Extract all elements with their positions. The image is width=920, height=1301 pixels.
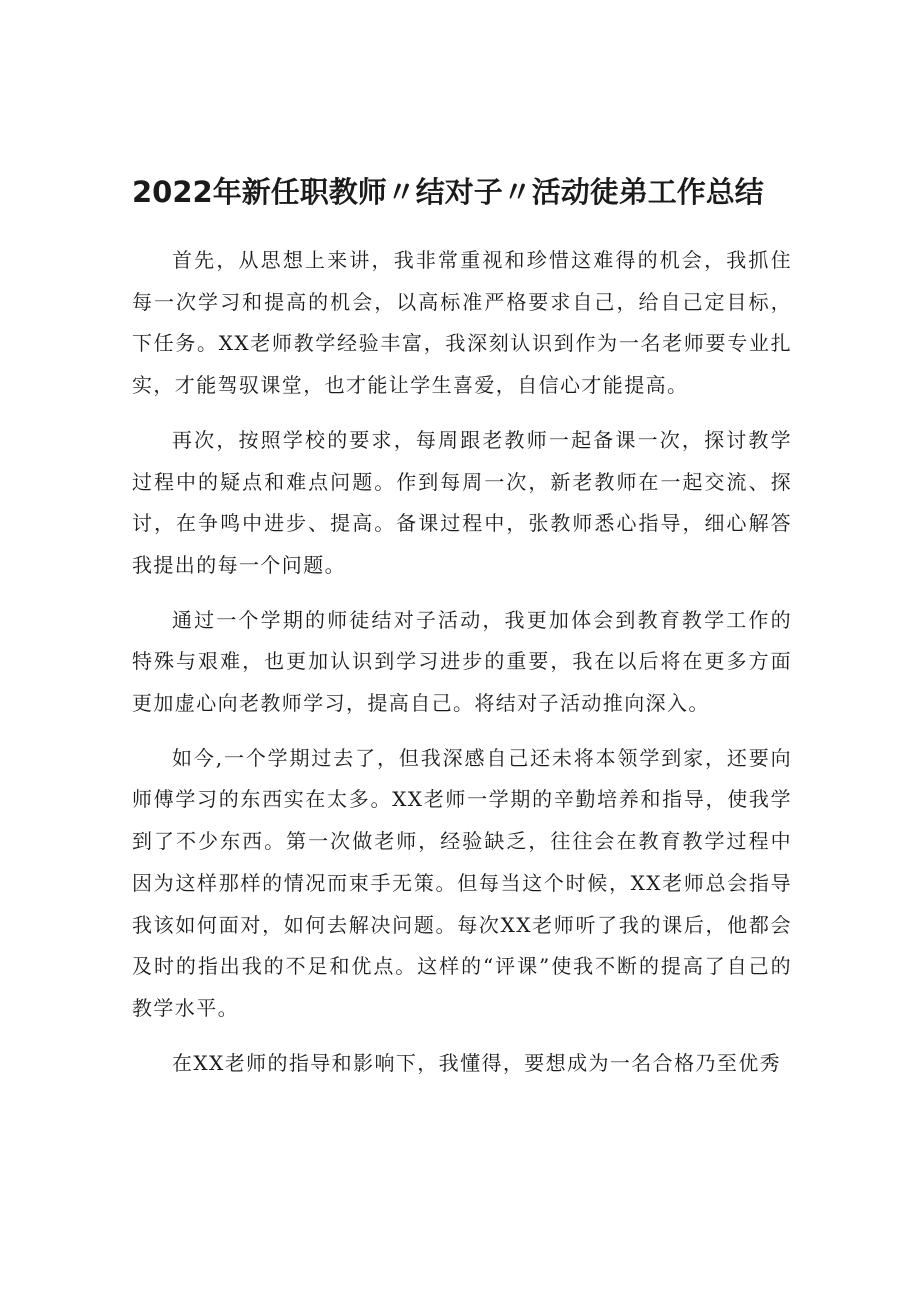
paragraph-4: 如今,一个学期过去了，但我深感自己还未将本领学到家，还要向师傅学习的东西实在太多。XX老师一学期的辛勤培养和指导，使我学到了不少东西。第一次做老师，经验缺乏，往往会在教育教学过程中因为这样那样的情况而束手无策。但每当这个时候，XX老师总会指导我该如何面对，如何去解决问题。每次XX老师听了我的课后，他都会及时的指出我的不足和优点。这样的“评课”使我不断的提高了自己的教学水平。: [132, 745, 792, 1020]
document-body: [132, 240, 792, 1097]
paragraph-5: 在XX老师的指导和影响下，我懂得，要想成为一名合格乃至优秀: [172, 1050, 782, 1075]
paragraph-2: 再次，按照学校的要求，每周跟老教师一起备课一次，探讨教学过程中的疑点和难点问题。作到每周一次，新老教师在一起交流、探讨，在争鸣中进步、提高。备课过程中，张教师悉心指导，细心解答我提出的每一个问题。: [132, 427, 792, 577]
paragraph-1: 首先，从思想上来讲，我非常重视和珍惜这难得的机会，我抓住每一次学习和提高的机会，以高标准严格要求自己，给自己定目标，下任务。XX老师教学经验丰富，我深刻认识到作为一名老师要专业扎实，才能驾驭课堂，也才能让学生喜爱，自信心才能提高。: [132, 248, 792, 398]
document-title: 2022年新任职教师〃结对子〃活动徒弟工作总结: [132, 175, 764, 209]
paragraph-3: 通过一个学期的师徒结对子活动，我更加体会到教育教学工作的特殊与艰难，也更加认识到学习进步的重要，我在以后将在更多方面更加虚心向老教师学习，提高自己。将结对子活动推向深入。: [132, 607, 792, 716]
